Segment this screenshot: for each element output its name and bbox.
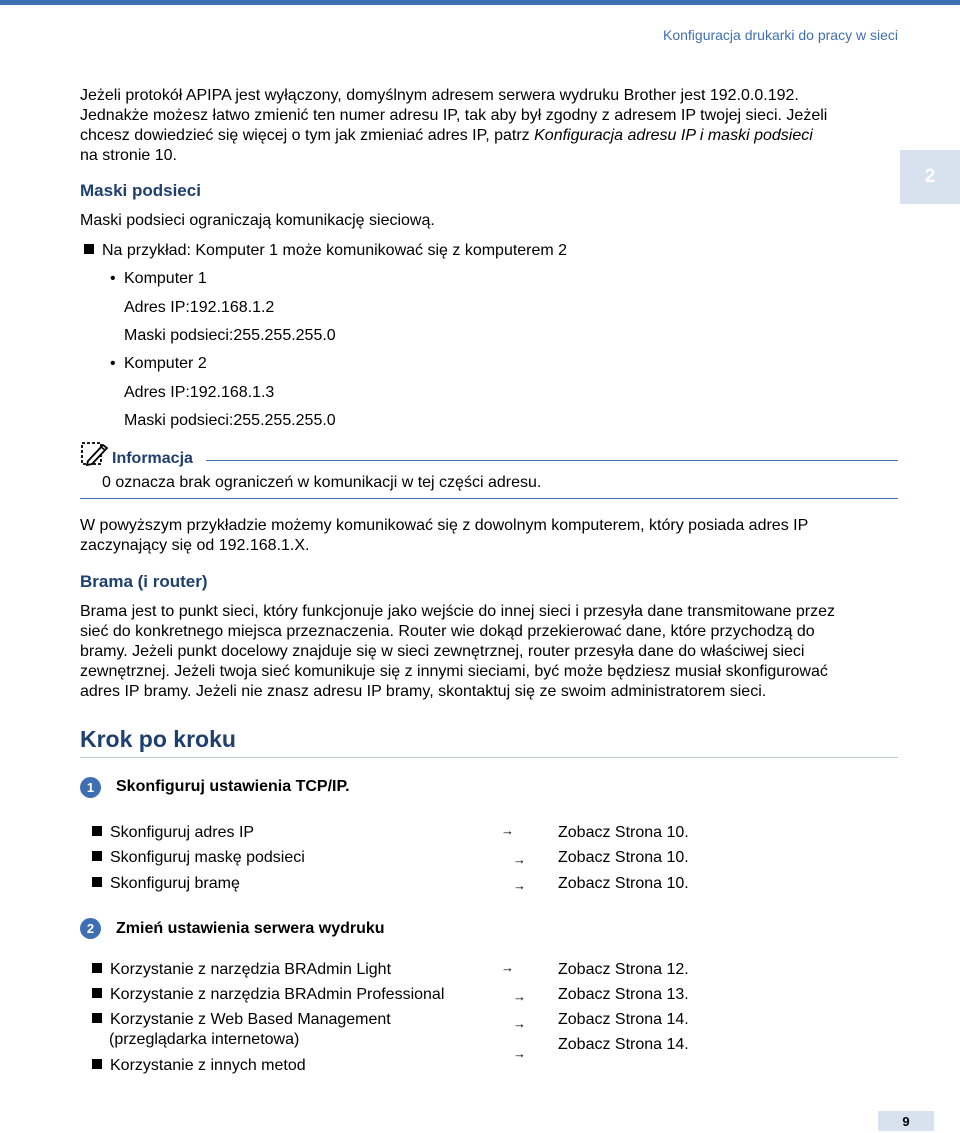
note-title: Informacja	[112, 450, 193, 467]
pc2-mask: Maski podsieci:255.255.255.0	[124, 412, 336, 429]
running-header: Konfiguracja drukarki do pracy w sieci	[663, 27, 898, 43]
intro-line-2: Jednakże możesz łatwo zmienić ten numer adresu IP, tak aby był zgodny z adresem IP twojej sieci. Jeżeli	[80, 107, 828, 124]
list-item-label: Korzystanie z narzędzia BRAdmin Professional	[110, 986, 445, 1003]
arrow-icon: →	[513, 1016, 526, 1031]
square-bullet-icon	[84, 244, 94, 254]
list-item	[92, 1056, 306, 1076]
list-item	[92, 874, 240, 894]
list-item	[92, 960, 391, 980]
subnet-example-text: Na przykład: Komputer 1 może komunikować się z komputerem 2	[102, 242, 568, 259]
page-number: 9	[878, 1111, 934, 1131]
gateway-line: sieć do konkretnego miejsca przeznaczenia. Router wie dokąd przekierować dane, które przychodzą do	[80, 623, 815, 640]
note-text: 0 oznacza brak ograniczeń w komunikacji w tej części adresu.	[102, 474, 542, 491]
step-2-title: Zmień ustawienia serwera wydruku	[116, 920, 385, 937]
after-note-line-1: W powyższym przykładzie możemy komunikować się z dowolnym komputerem, który posiada adres IP	[80, 517, 809, 534]
step-2-number-icon: 2	[80, 918, 101, 939]
square-bullet-icon	[92, 877, 102, 887]
pc1-item	[110, 269, 207, 289]
square-bullet-icon	[92, 851, 102, 861]
intro-line-3-text: chcesz dowiedzieć się więcej o tym jak zmieniać adres IP, patrz	[80, 127, 535, 144]
bullet-icon: •	[110, 355, 116, 372]
page-reference[interactable]: Zobacz Strona 13.	[558, 986, 689, 1003]
gateway-line: Brama jest to punkt sieci, który funkcjonuje jako wejście do innej sieci i przesyła dane transmitowane przez	[80, 603, 836, 620]
subnet-heading: Maski podsieci	[80, 181, 201, 200]
steps-heading: Krok po kroku	[80, 726, 236, 752]
intro-line-1: Jeżeli protokół APIPA jest wyłączony, domyślnym adresem serwera wydruku Brother jest 192.0.0.192.	[80, 87, 799, 104]
intro-line-4: na stronie 10.	[80, 147, 177, 164]
pc2-label: Komputer 2	[124, 355, 207, 372]
bullet-icon: •	[110, 270, 116, 287]
list-item-label: Korzystanie z Web Based Management	[110, 1011, 391, 1028]
list-item	[92, 848, 305, 868]
list-item-label: Korzystanie z innych metod	[110, 1057, 306, 1074]
list-item-label: Skonfiguruj bramę	[110, 875, 240, 892]
note-pencil-icon	[80, 441, 108, 467]
list-item	[92, 1010, 391, 1030]
list-item-label-cont: (przeglądarka internetowa)	[109, 1031, 300, 1048]
gateway-heading: Brama (i router)	[80, 572, 208, 591]
gateway-line: bramy. Jeżeli punkt docelowy znajduje się w sieci zewnętrznej, router przesyła dane do właściwej sieci	[80, 643, 805, 660]
intro-line-3	[80, 126, 900, 146]
page-reference[interactable]: Zobacz Strona 10.	[558, 875, 689, 892]
gateway-line: adres IP bramy. Jeżeli nie znasz adresu IP bramy, skontaktuj się ze swoim administratorem sieci.	[80, 683, 767, 700]
note-divider	[206, 460, 898, 461]
square-bullet-icon	[92, 826, 102, 836]
arrow-icon: →	[501, 823, 514, 838]
page-reference[interactable]: Zobacz Strona 14.	[558, 1011, 689, 1028]
note-bottom-divider	[80, 498, 898, 499]
square-bullet-icon	[92, 988, 102, 998]
arrow-icon: →	[513, 1046, 526, 1061]
subnet-example	[84, 241, 567, 261]
page-reference[interactable]: Zobacz Strona 12.	[558, 961, 689, 978]
arrow-icon: →	[501, 960, 514, 975]
square-bullet-icon	[92, 1059, 102, 1069]
after-note-line-2: zaczynający się od 192.168.1.X.	[80, 537, 310, 554]
pc1-label: Komputer 1	[124, 270, 207, 287]
step-1-number-icon: 1	[80, 777, 101, 798]
ip-config-link[interactable]: Konfiguracja adresu IP i maski podsieci	[534, 127, 813, 144]
pc2-ip: Adres IP:192.168.1.3	[124, 384, 275, 401]
steps-divider	[80, 757, 898, 758]
list-item-label: Skonfiguruj maskę podsieci	[110, 849, 305, 866]
subnet-desc: Maski podsieci ograniczają komunikację sieciową.	[80, 212, 435, 229]
arrow-icon: →	[513, 989, 526, 1004]
pc2-item	[110, 354, 207, 374]
square-bullet-icon	[92, 963, 102, 973]
step-1-title: Skonfiguruj ustawienia TCP/IP.	[116, 778, 350, 795]
gateway-line: zewnętrznej. Jeżeli twoja sieć komunikuje się z innymi sieciami, być może będziesz musiał skonfigurować	[80, 663, 828, 680]
list-item-label: Skonfiguruj adres IP	[110, 824, 255, 841]
pc1-mask: Maski podsieci:255.255.255.0	[124, 327, 336, 344]
list-item	[92, 985, 444, 1005]
arrow-icon: →	[513, 852, 526, 867]
page-reference[interactable]: Zobacz Strona 10.	[558, 824, 689, 841]
chapter-tab: 2	[900, 150, 960, 204]
list-item	[92, 823, 254, 843]
page-reference[interactable]: Zobacz Strona 10.	[558, 849, 689, 866]
square-bullet-icon	[92, 1013, 102, 1023]
pc1-ip: Adres IP:192.168.1.2	[124, 299, 275, 316]
list-item-label: Korzystanie z narzędzia BRAdmin Light	[110, 961, 392, 978]
page-reference[interactable]: Zobacz Strona 14.	[558, 1036, 689, 1053]
arrow-icon: →	[513, 878, 526, 893]
top-accent-bar	[0, 0, 960, 5]
